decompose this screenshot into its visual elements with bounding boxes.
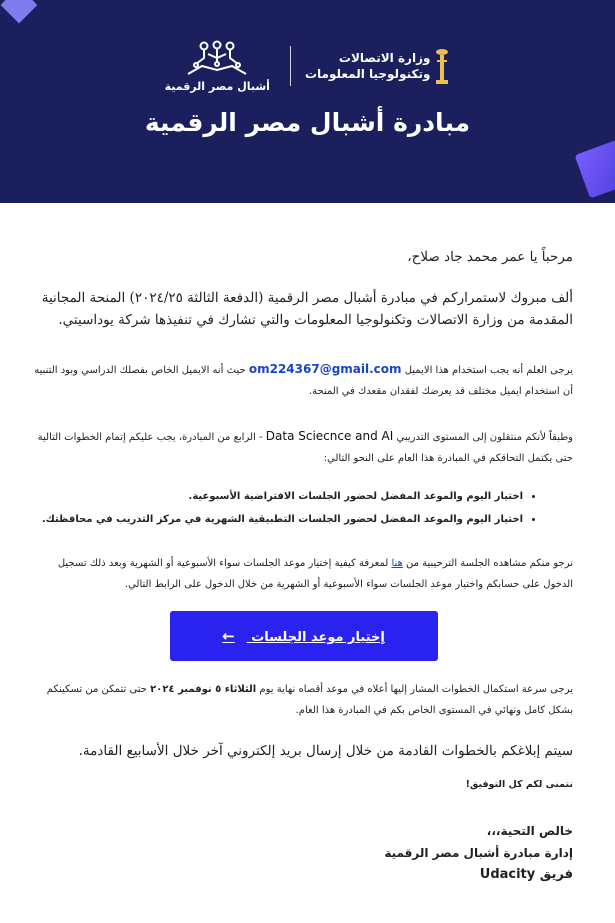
watch-note: [34, 553, 573, 595]
logo-divider: [290, 46, 291, 86]
steps-list: [34, 485, 573, 531]
deadline-date: الثلاثاء ٥ نوفمبر ٢٠٢٤: [150, 684, 257, 695]
header-title: مبادرة أشبال مصر الرقمية: [144, 108, 471, 137]
mcit-line1: وزارة الاتصالات: [338, 51, 431, 65]
sign-regards: خالص التحية،،،: [486, 824, 573, 838]
email-note: [34, 359, 573, 402]
congrats-paragraph: ألف مبروك لاستمراركم في مبادرة أشبال مصر الرقمية (الدفعة الثالثة ٢٠٢٤/٢٥) المنحة المجانية المقدمة من وزارة الاتصالات وتكنولوجيا المعلومات والتي تشارك في تنفيذها شركة يوداسيتي.: [41, 290, 573, 328]
next-steps-paragraph: سيتم إبلاغكم بالخطوات القادمة من خلال إرسال بريد إلكتروني آخر خلال الأسابيع القادمة.: [78, 743, 573, 759]
mcit-logo: [305, 46, 450, 86]
track-note: [34, 426, 573, 469]
mcit-line2: وتكنولوجيا المعلومات: [304, 67, 431, 81]
ashbal-logo-text: أشبال مصر الرقمية: [164, 79, 270, 93]
watch-note-before: نرجو منكم مشاهده الجلسة الترحيبية من: [406, 558, 573, 569]
sign-admin: إدارة مبادرة أشبال مصر الرقمية: [384, 846, 573, 860]
deadline-after: حتى تتمكن من تسكينكم بشكل كامل ونهائي في المستوى الخاص بكم في المبادرة هذا العام.: [46, 684, 573, 716]
deadline-before: يرجى سرعة استكمال الخطوات المشار إليها أعلاه في موعد أقصاه نهاية يوم: [259, 684, 573, 695]
decorative-cube: [575, 140, 615, 199]
track-note-after: - الرابع من المبادرة، يجب عليكم إتمام الخطوات التالية حتى يكتمل التحاقكم في المبادرة هذا العام على النحو التالي:: [37, 432, 573, 464]
deadline-note: [34, 679, 573, 721]
mcit-logo-text: [305, 50, 430, 82]
arrow-left-icon: ←: [222, 627, 235, 645]
greeting: مرحباً يا عمر محمد جاد صلاح،: [407, 249, 573, 265]
ashbal-network-icon: [182, 40, 252, 78]
list-item: • اختيار اليوم والموعد المفضل لحضور الجلسات الافتراضية الأسبوعية.: [34, 485, 523, 508]
logos-row: [0, 36, 615, 96]
sign-team: فريق Udacity: [479, 867, 573, 882]
good-luck-note: نتمنى لكم كل التوفيق!: [465, 779, 573, 790]
list-item: • اختيار اليوم والموعد المفضل لحضور الجلسات التطبيقية الشهرية في مركز التدريب في محافظتك.: [34, 508, 523, 531]
user-email: om224367@gmail.com: [248, 362, 402, 376]
decorative-cube: [1, 0, 38, 23]
choose-session-label: إختيار موعد الجلسات: [251, 630, 385, 645]
signature: [34, 820, 573, 886]
cta-wrapper: [34, 611, 573, 661]
email-note-after: حيث أنه الايميل الخاص بفصلك الدراسي وبود التنبيه أن استخدام ايميل مختلف قد يعرضك لفقدان مقعدك في المنحة.: [34, 365, 573, 397]
email-note-before: يرجى العلم أنه يجب استخدام هذا الايميل: [404, 365, 573, 376]
welcome-session-link[interactable]: هنا: [391, 558, 403, 569]
email-body: [0, 249, 615, 886]
choose-session-button[interactable]: [170, 611, 438, 661]
watch-note-after: لمعرفة كيفية إختيار موعد الجلسات سواء الأسبوعية أو الشهرية وبعد ذلك تسجيل الدخول على حسابكم واختيار موعد الجلسات سواء الأسبوعية أو الشهرية من خلال الدخول على الرابط التالي.: [57, 558, 573, 590]
email-header: [0, 0, 615, 203]
track-name: Data Sciecnce and AI: [265, 429, 394, 443]
ashbal-logo: [165, 40, 270, 93]
mcit-emblem-icon: [434, 46, 450, 86]
track-note-before: وطبقاً لأنكم منتقلون إلى المستوى التدريبي: [396, 432, 573, 443]
